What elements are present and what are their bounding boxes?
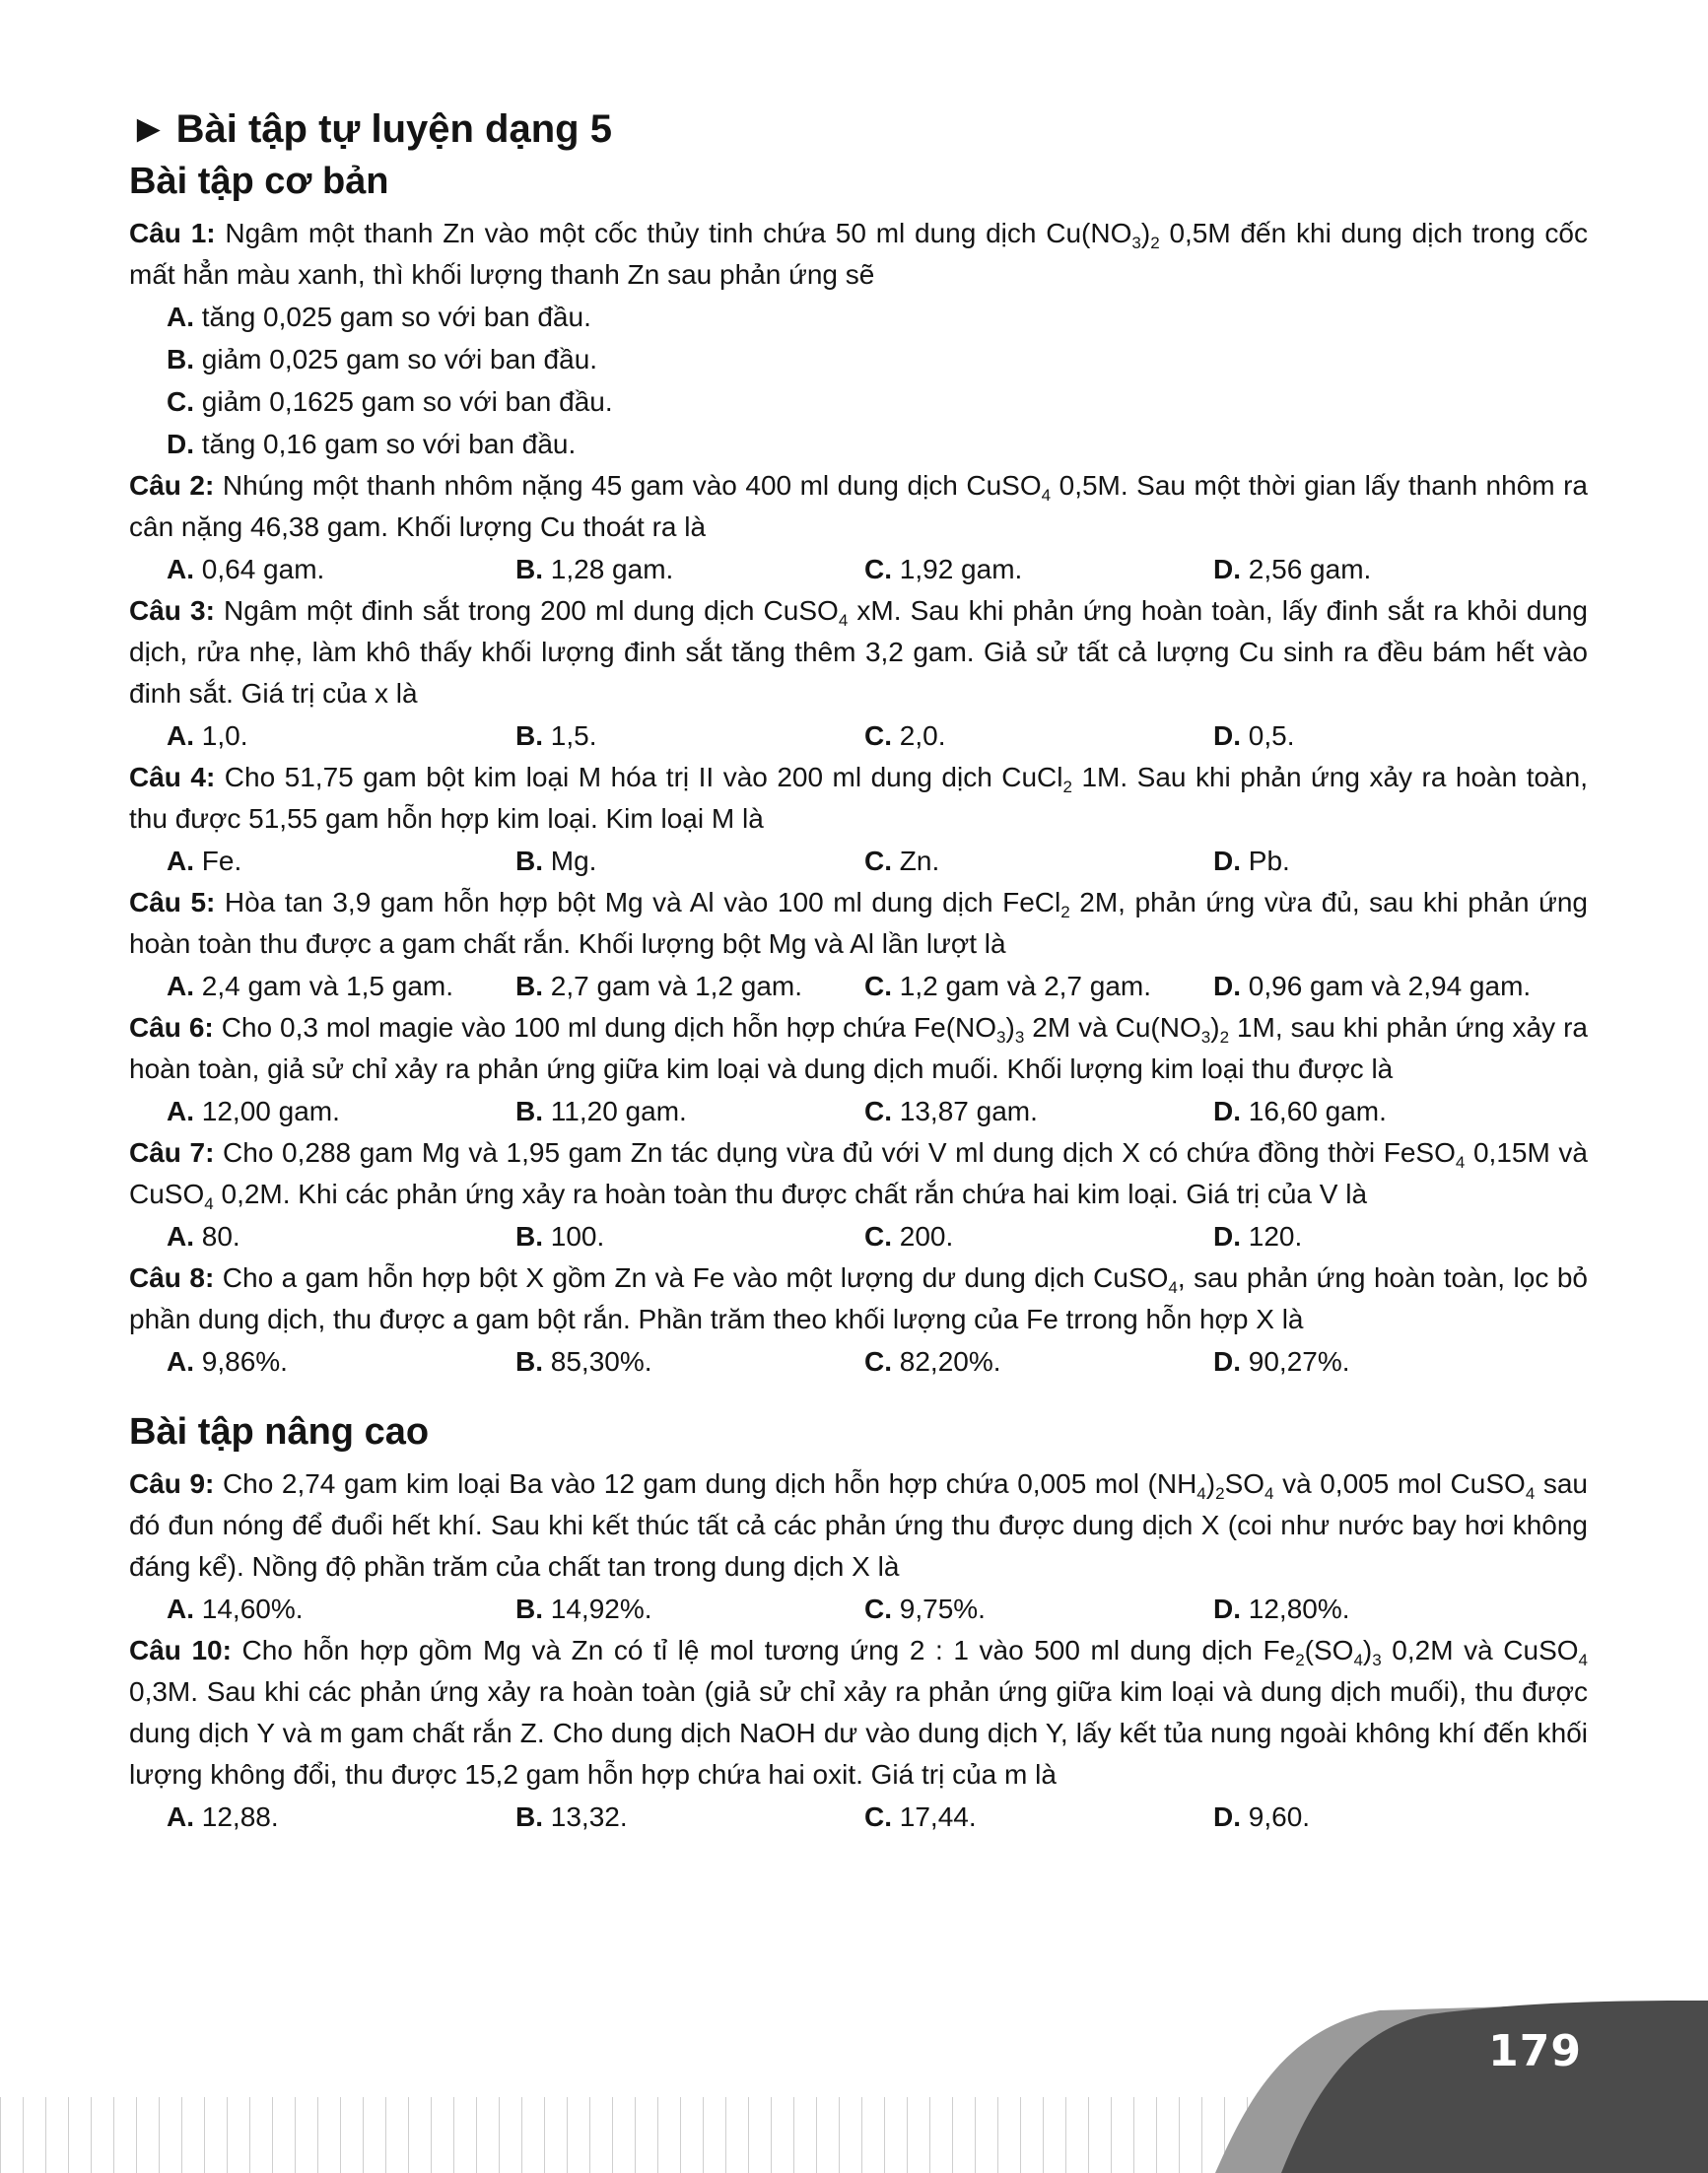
option-key: D. — [167, 429, 194, 459]
option-b — [515, 1588, 864, 1630]
question-text: Hòa tan 3,9 gam hỗn hợp bột Mg và Al vào 100 ml dung dịch FeCl$_2$ 2M, phản ứng vừa đủ, sau khi phản ứng hoàn toàn thu được a gam chất rắn. Khối lượng bột Mg và Al lần lượt là — [129, 887, 1588, 959]
option-text: giảm 0,1625 gam so với ban đầu. — [194, 386, 613, 417]
option-key: A. — [167, 302, 194, 332]
option-text: Pb. — [1241, 846, 1290, 876]
answer-options — [129, 1215, 1588, 1257]
option-b — [515, 1090, 864, 1132]
option-text: 12,00 gam. — [194, 1096, 340, 1126]
option-key: B. — [515, 720, 543, 751]
question-4 — [129, 757, 1588, 840]
option-key: C. — [864, 971, 892, 1001]
question-2 — [129, 465, 1588, 548]
option-d — [1213, 548, 1562, 590]
option-key: A. — [167, 554, 194, 584]
option-a — [167, 1796, 515, 1838]
option-key: C. — [864, 720, 892, 751]
question-label: Câu 1: — [129, 218, 216, 248]
option-text: 0,64 gam. — [194, 554, 325, 584]
question-5 — [129, 882, 1588, 965]
option-text: Fe. — [194, 846, 242, 876]
option-key: D. — [1213, 846, 1241, 876]
option-c — [864, 1215, 1213, 1257]
option-key: B. — [515, 1801, 543, 1832]
option-text: 9,86%. — [194, 1346, 288, 1377]
option-text: 16,60 gam. — [1241, 1096, 1387, 1126]
option-a — [167, 1340, 515, 1383]
option-text: 1,5. — [543, 720, 597, 751]
option-text: 2,4 gam và 1,5 gam. — [194, 971, 454, 1001]
option-text: 13,87 gam. — [892, 1096, 1038, 1126]
option-d — [1213, 1796, 1562, 1838]
option-key: A. — [167, 1096, 194, 1126]
option-text: 85,30%. — [543, 1346, 652, 1377]
advanced-question-list — [129, 1463, 1588, 1838]
basic-question-list — [129, 213, 1588, 1383]
option-key: A. — [167, 720, 194, 751]
option-b — [167, 338, 1588, 380]
option-b — [515, 1796, 864, 1838]
question-text: Cho a gam hỗn hợp bột X gồm Zn và Fe vào một lượng dư dung dịch CuSO$_4$, sau phản ứng hoàn toàn, lọc bỏ phần dung dịch, thu được a gam bột rắn. Phần trăm theo khối lượng của Fe trrong hỗn hợp X là — [129, 1262, 1588, 1334]
option-a — [167, 1588, 515, 1630]
option-text: 14,92%. — [543, 1594, 652, 1624]
question-label: Câu 9: — [129, 1468, 215, 1499]
question-text: Ngâm một thanh Zn vào một cốc thủy tinh chứa 50 ml dung dịch $Cu(NO_3)_2$ 0,5M đến khi dung dịch trong cốc mất hẳn màu xanh, thì khối lượng thanh Zn sau phản ứng sẽ — [129, 218, 1589, 290]
option-b — [515, 965, 864, 1007]
option-key: B. — [515, 554, 543, 584]
content-area — [129, 102, 1588, 1838]
option-b — [515, 548, 864, 590]
option-text: 80. — [194, 1221, 240, 1252]
answer-options — [129, 1340, 1588, 1383]
option-text: 100. — [543, 1221, 605, 1252]
option-d — [1213, 1340, 1562, 1383]
option-text: 120. — [1241, 1221, 1303, 1252]
option-key: D. — [1213, 720, 1241, 751]
question-6 — [129, 1007, 1588, 1090]
answer-options — [129, 965, 1588, 1007]
option-a — [167, 1215, 515, 1257]
option-key: C. — [864, 846, 892, 876]
option-text: 13,32. — [543, 1801, 628, 1832]
option-text: 9,75%. — [892, 1594, 986, 1624]
option-key: D. — [1213, 1801, 1241, 1832]
option-key: A. — [167, 1594, 194, 1624]
option-text: 12,88. — [194, 1801, 279, 1832]
option-key: A. — [167, 1346, 194, 1377]
option-key: D. — [1213, 1096, 1241, 1126]
option-key: B. — [515, 1594, 543, 1624]
answer-options — [129, 1588, 1588, 1630]
option-d — [1213, 965, 1562, 1007]
option-c — [864, 1796, 1213, 1838]
option-c — [864, 965, 1213, 1007]
question-text: Cho 2,74 gam kim loại Ba vào 12 gam dung dịch hỗn hợp chứa 0,005 mol $(NH_4)_2SO_4$ và 0,005 mol CuSO$_4$ sau đó đun nóng để đuổi hết khí. Sau khi kết thúc tất cả các phản ứng thu được dung dịch X (coi như nước bay hơi không đáng kể). Nồng độ phần trăm của chất tan trong dung dịch X là — [129, 1468, 1588, 1582]
option-text: 2,0. — [892, 720, 946, 751]
option-key: A. — [167, 1801, 194, 1832]
option-key: A. — [167, 971, 194, 1001]
option-text: tăng 0,025 gam so với ban đầu. — [194, 302, 591, 332]
option-c — [864, 1588, 1213, 1630]
option-text: 9,60. — [1241, 1801, 1311, 1832]
option-key: A. — [167, 846, 194, 876]
option-text: 14,60%. — [194, 1594, 304, 1624]
answer-options — [129, 1796, 1588, 1838]
question-text: Ngâm một đinh sắt trong 200 ml dung dịch CuSO$_4$ xM. Sau khi phản ứng hoàn toàn, lấy đinh sắt ra khỏi dung dịch, rửa nhẹ, làm khô thấy khối lượng đinh sắt tăng thêm 3,2 gam. Giả sử tất cả lượng Cu sinh ra đều bám hết vào đinh sắt. Giá trị của x là — [129, 595, 1588, 709]
question-label: Câu 7: — [129, 1137, 215, 1168]
option-a — [167, 714, 515, 757]
option-a — [167, 1090, 515, 1132]
option-key: B. — [515, 1096, 543, 1126]
question-label: Câu 8: — [129, 1262, 215, 1293]
question-1 — [129, 213, 1588, 296]
question-3 — [129, 590, 1588, 714]
option-key: B. — [515, 846, 543, 876]
option-key: C. — [864, 1801, 892, 1832]
option-d — [1213, 1090, 1562, 1132]
option-c — [864, 840, 1213, 882]
option-b — [515, 1215, 864, 1257]
question-8 — [129, 1257, 1588, 1340]
option-text: 82,20%. — [892, 1346, 1001, 1377]
question-label: Câu 4: — [129, 762, 216, 792]
option-text: 1,92 gam. — [892, 554, 1023, 584]
section-title-text: Bài tập tự luyện dạng 5 — [175, 107, 612, 151]
question-label: Câu 10: — [129, 1635, 232, 1665]
question-label: Câu 2: — [129, 470, 215, 501]
option-key: B. — [515, 1346, 543, 1377]
option-b — [515, 714, 864, 757]
question-10 — [129, 1630, 1588, 1796]
option-key: C. — [167, 386, 194, 417]
section-title — [129, 102, 1588, 156]
option-text: 2,7 gam và 1,2 gam. — [543, 971, 803, 1001]
option-key: C. — [864, 1594, 892, 1624]
option-text: Mg. — [543, 846, 597, 876]
triangle-bullet-icon: ► — [129, 107, 169, 151]
option-c — [167, 380, 1588, 423]
option-a — [167, 296, 1588, 338]
option-d — [1213, 714, 1562, 757]
option-b — [515, 840, 864, 882]
advanced-heading: Bài tập nâng cao — [129, 1411, 430, 1453]
question-9 — [129, 1463, 1588, 1588]
option-key: D. — [1213, 1594, 1241, 1624]
option-d — [1213, 840, 1562, 882]
basic-heading: Bài tập cơ bản — [129, 161, 389, 202]
option-c — [864, 1090, 1213, 1132]
option-text: giảm 0,025 gam so với ban đầu. — [194, 344, 598, 374]
option-a — [167, 965, 515, 1007]
option-text: 90,27%. — [1241, 1346, 1350, 1377]
option-key: B. — [515, 1221, 543, 1252]
option-text: tăng 0,16 gam so với ban đầu. — [194, 429, 577, 459]
question-7 — [129, 1132, 1588, 1215]
question-text: Cho 0,288 gam Mg và 1,95 gam Zn tác dụng vừa đủ với V ml dung dịch X có chứa đồng thời FeSO$_4$ 0,15M và CuSO$_4$ 0,2M. Khi các phản ứng xảy ra hoàn toàn thu được chất rắn chứa hai kim loại. Giá trị của V là — [129, 1137, 1589, 1213]
option-text: 12,80%. — [1241, 1594, 1350, 1624]
question-text: Cho 51,75 gam bột kim loại M hóa trị II vào 200 ml dung dịch CuCl$_2$ 1M. Sau khi phản ứng xảy ra hoàn toàn, thu được 51,55 gam hỗn hợp kim loại. Kim loại M là — [129, 762, 1588, 834]
option-key: C. — [864, 1096, 892, 1126]
option-key: C. — [864, 1221, 892, 1252]
option-d — [1213, 1215, 1562, 1257]
question-label: Câu 5: — [129, 887, 216, 917]
option-c — [864, 1340, 1213, 1383]
answer-options — [129, 548, 1588, 590]
question-text: Cho hỗn hợp gồm Mg và Zn có tỉ lệ mol tương ứng 2 : 1 vào 500 ml dung dịch $Fe_2(SO_4)_3$ 0,2M và CuSO$_4$ 0,3M. Sau khi các phản ứng xảy ra hoàn toàn (giả sử chỉ xảy ra phản ứng giữa kim loại và dung dịch muối), thu được dung dịch Y và m gam chất rắn Z. Cho dung dịch NaOH dư vào dung dịch Y, lấy kết tủa nung ngoài không khí đến khối lượng không đổi, thu được 15,2 gam hỗn hợp chứa hai oxit. Giá trị của m là — [129, 1635, 1589, 1790]
option-c — [864, 714, 1213, 757]
option-text: 0,96 gam và 2,94 gam. — [1241, 971, 1532, 1001]
option-text: 1,2 gam và 2,7 gam. — [892, 971, 1152, 1001]
option-key: A. — [167, 1221, 194, 1252]
option-b — [515, 1340, 864, 1383]
option-key: D. — [1213, 554, 1241, 584]
option-text: 11,20 gam. — [543, 1096, 687, 1126]
option-text: 200. — [892, 1221, 954, 1252]
option-text: 17,44. — [892, 1801, 977, 1832]
option-a — [167, 548, 515, 590]
option-text: 1,0. — [194, 720, 248, 751]
answer-options — [129, 714, 1588, 757]
option-key: B. — [167, 344, 194, 374]
option-key: B. — [515, 971, 543, 1001]
question-text: Nhúng một thanh nhôm nặng 45 gam vào 400 ml dung dịch CuSO$_4$ 0,5M. Sau một thời gian lấy thanh nhôm ra cân nặng 46,38 gam. Khối lượng Cu thoát ra là — [129, 470, 1589, 542]
footer-decoration — [0, 2001, 1708, 2173]
page-number: 179 — [1488, 2026, 1582, 2076]
option-key: C. — [864, 554, 892, 584]
option-d — [167, 423, 1588, 465]
answer-options — [129, 840, 1588, 882]
option-text: 0,5. — [1241, 720, 1295, 751]
option-c — [864, 548, 1213, 590]
option-key: C. — [864, 1346, 892, 1377]
question-text: Cho 0,3 mol magie vào 100 ml dung dịch hỗn hợp chứa $Fe(NO_3)_3$ 2M và $Cu(NO_3)_2$ 1M, sau khi phản ứng xảy ra hoàn toàn, giả sử chỉ xảy ra phản ứng giữa kim loại và dung dịch muối. Khối lượng kim loại thu được là — [129, 1012, 1588, 1084]
option-key: D. — [1213, 1221, 1241, 1252]
option-key: D. — [1213, 1346, 1241, 1377]
answer-options — [129, 1090, 1588, 1132]
question-label: Câu 6: — [129, 1012, 214, 1043]
option-a — [167, 840, 515, 882]
option-text: 1,28 gam. — [543, 554, 674, 584]
option-key: D. — [1213, 971, 1241, 1001]
option-d — [1213, 1588, 1562, 1630]
question-label: Câu 3: — [129, 595, 215, 626]
option-text: Zn. — [892, 846, 940, 876]
answer-options — [129, 296, 1588, 465]
option-text: 2,56 gam. — [1241, 554, 1372, 584]
